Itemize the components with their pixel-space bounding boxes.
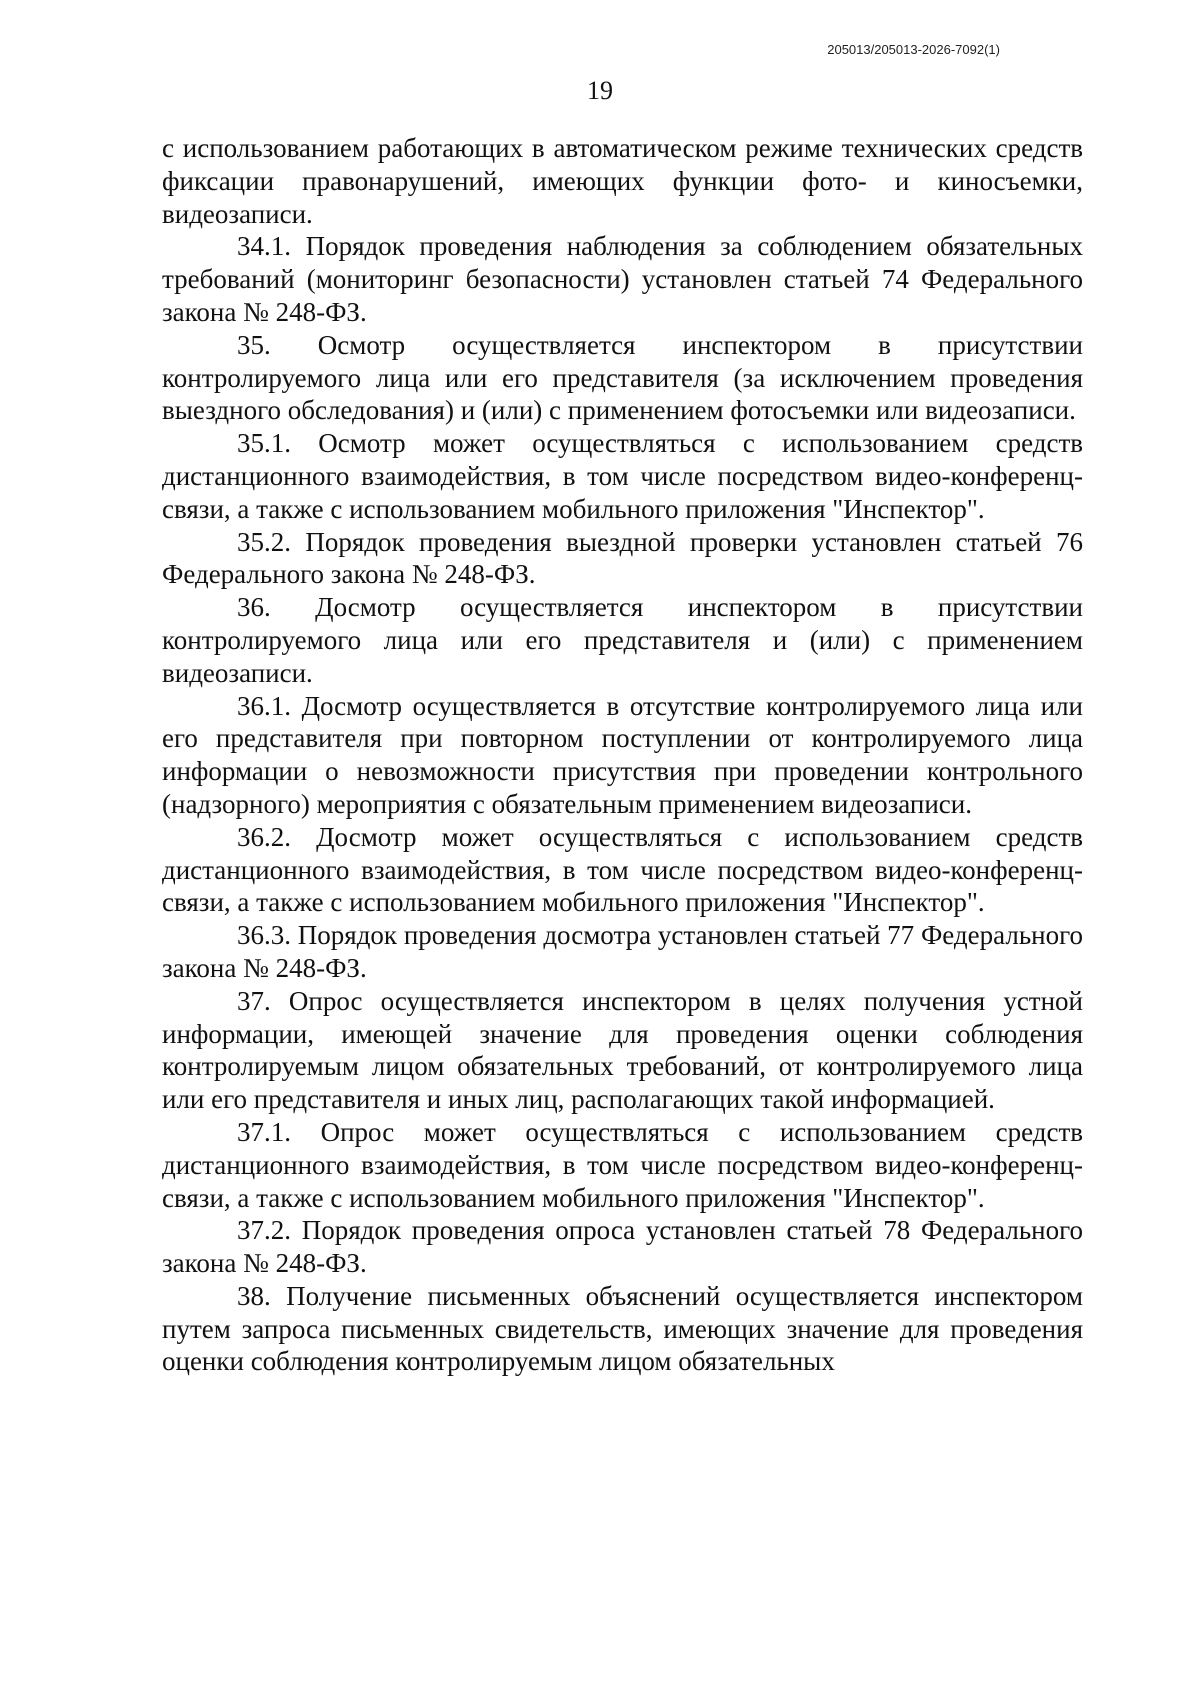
- document-id: 205013/205013-2026-7092(1): [827, 42, 1000, 57]
- paragraph-37: 37. Опрос осуществляется инспектором в целях получения устной информации, имеющей значение для проведения оценки соблюдения контролируемым лицом обязательных требований, от контролируемого лица или его представителя и иных лиц, располагающих такой информацией.: [162, 985, 1083, 1115]
- paragraph-34-1: 34.1. Порядок проведения наблюдения за соблюдением обязательных требований (мониторинг безопасности) установлен статьей 74 Федерального закона № 248-ФЗ.: [162, 231, 1083, 327]
- paragraph-35: 35. Осмотр осуществляется инспектором в присутствии контролируемого лица или его представителя (за исключением проведения выездного обследования) и (или) с применением фотосъемки или видеозаписи.: [162, 329, 1083, 426]
- document-body: [162, 132, 1083, 1378]
- paragraph-38: 38. Получение письменных объяснений осуществляется инспектором путем запроса письменных свидетельств, имеющих значение для проведения оценки соблюдения контролируемым лицом обязательных: [162, 1280, 1083, 1377]
- paragraph-35-2: 35.2. Порядок проведения выездной проверки установлен статьей 76 Федерального закона № 248-ФЗ.: [162, 526, 1083, 590]
- paragraph-37-2: 37.2. Порядок проведения опроса установлен статьей 78 Федерального закона № 248-ФЗ.: [162, 1215, 1083, 1279]
- paragraph-35-1: 35.1. Осмотр может осуществляться с использованием средств дистанционного взаимодействия, в том числе посредством видео-конференц-связи, а также с использованием мобильного приложения "Инспектор".: [162, 428, 1083, 524]
- paragraph-36: 36. Досмотр осуществляется инспектором в присутствии контролируемого лица или его представителя и (или) с применением видеозаписи.: [162, 592, 1083, 688]
- paragraph-36-3: 36.3. Порядок проведения досмотра установлен статьей 77 Федерального закона № 248-ФЗ.: [162, 920, 1083, 983]
- page-number: 19: [587, 76, 613, 105]
- paragraph-continuation: с использованием работающих в автоматическом режиме технических средств фиксации правонарушений, имеющих функции фото- и киносъемки, видеозаписи.: [162, 133, 1083, 229]
- paragraph-36-2: 36.2. Досмотр может осуществляться с использованием средств дистанционного взаимодействия, в том числе посредством видео-конференц-связи, а также с использованием мобильного приложения "Инспектор".: [162, 821, 1083, 918]
- paragraph-36-1: 36.1. Досмотр осуществляется в отсутствие контролируемого лица или его представителя при повторном поступлении от контролируемого лица информации о невозможности присутствия при проведении контрольного (надзорного) мероприятия с обязательным применением видеозаписи.: [162, 690, 1083, 819]
- paragraph-37-1: 37.1. Опрос может осуществляться с использованием средств дистанционного взаимодействия, в том числе посредством видео-конференц-связи, а также с использованием мобильного приложения "Инспектор".: [162, 1116, 1083, 1213]
